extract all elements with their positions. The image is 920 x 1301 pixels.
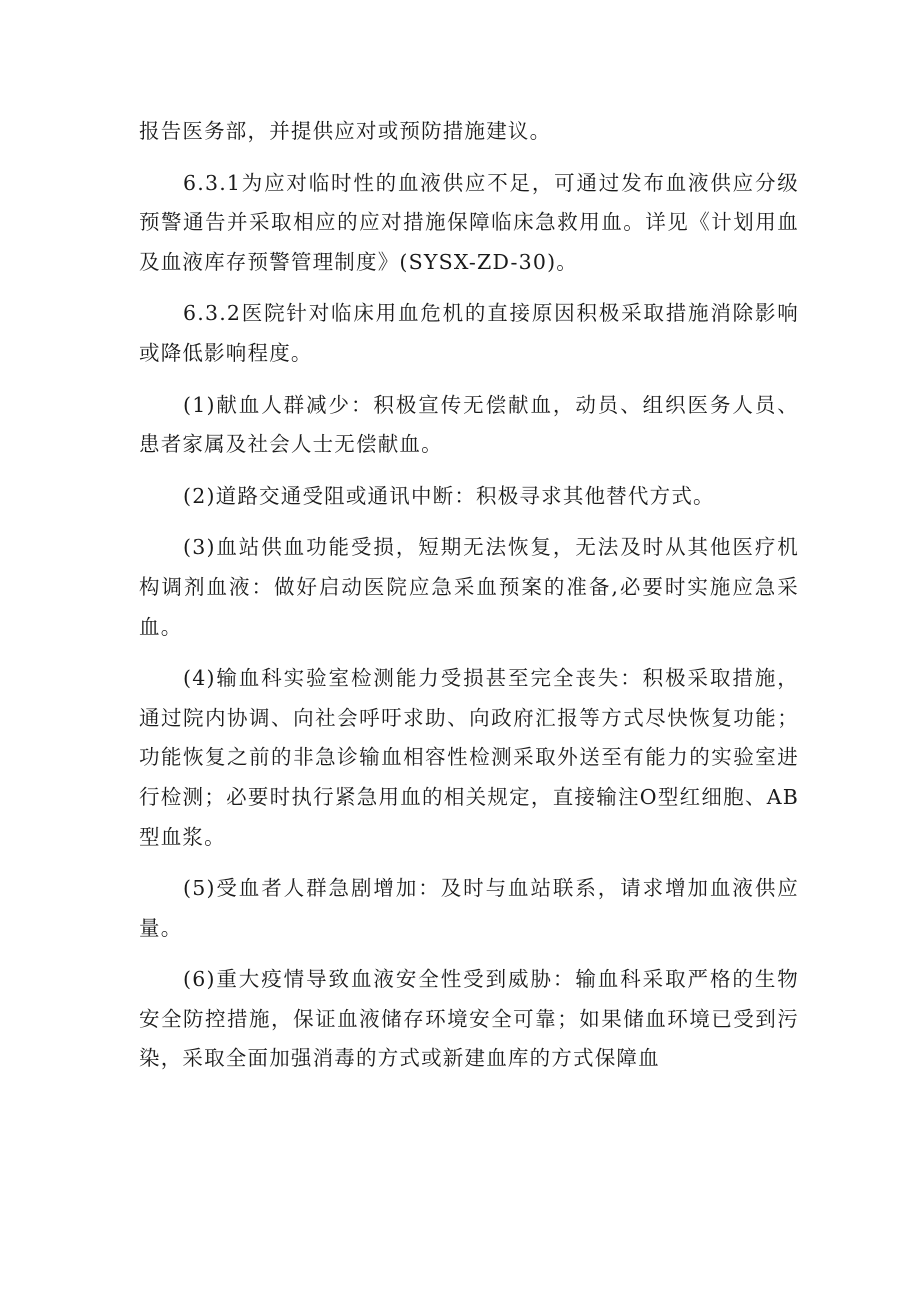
paragraph-6-3-1: 6.3.1为应对临时性的血液供应不足，可通过发布血液供应分级预警通告并采取相应的应对措施保障临床急救用血。详见《计划用血及血液库存预警管理制度》(SYSX-ZD-30)。	[139, 170, 799, 274]
paragraph-item-6: (6)重大疫情导致血液安全性受到威胁：输血科采取严格的生物安全防控措施，保证血液储存环境安全可靠；如果储血环境已受到污染，采取全面加强消毒的方式或新建血库的方式保障血	[139, 967, 799, 1071]
paragraph-continuation: 报告医务部，并提供应对或预防措施建议。	[139, 119, 552, 143]
paragraph-6-3-2: 6.3.2医院针对临床用血危机的直接原因积极采取措施消除影响或降低影响程度。	[139, 301, 799, 365]
paragraph-item-5: (5)受血者人群急剧增加：及时与血站联系，请求增加血液供应量。	[139, 876, 799, 940]
paragraph-item-2: (2)道路交通受阻或通讯中断：积极寻求其他替代方式。	[183, 483, 715, 508]
paragraph-item-3: (3)血站供血功能受损，短期无法恢复，无法及时从其他医疗机构调剂血液：做好启动医院应急采血预案的准备,必要时实施应急采血。	[139, 535, 799, 639]
paragraph-item-4: (4)输血科实验室检测能力受损甚至完全丧失：积极采取措施，通过院内协调、向社会呼吁求助、向政府汇报等方式尽快恢复功能；功能恢复之前的非急诊输血相容性检测采取外送至有能力的实验室进行检测；必要时执行紧急用血的相关规定，直接输注O型红细胞、AB型血浆。	[139, 666, 799, 849]
paragraph-item-1: (1)献血人群减少：积极宣传无偿献血，动员、组织医务人员、患者家属及社会人士无偿献血。	[139, 392, 799, 457]
document-body	[139, 112, 799, 1091]
